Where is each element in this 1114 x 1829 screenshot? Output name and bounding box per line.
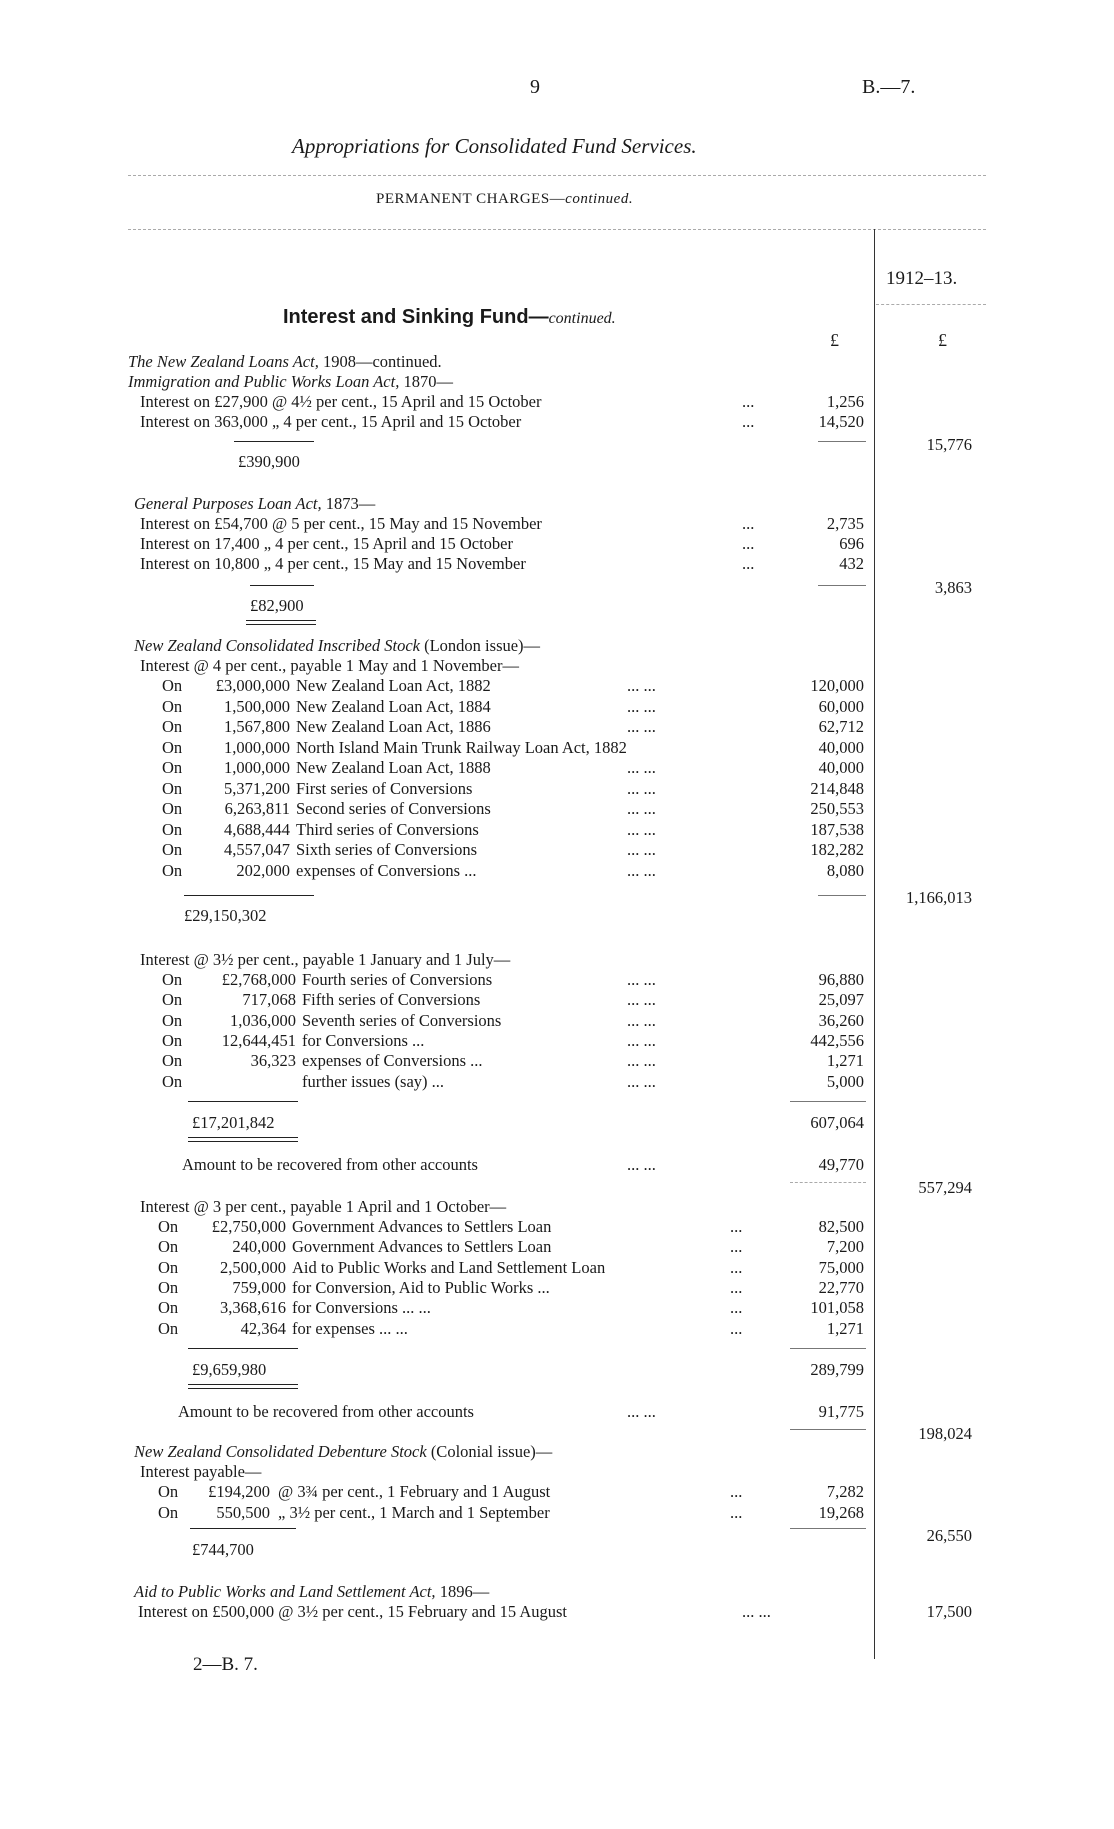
- row-principal: 240,000: [232, 1237, 286, 1257]
- row-dots: ...: [730, 1237, 743, 1257]
- row-amount: 432: [839, 554, 864, 573]
- row-dots: ...: [730, 1277, 743, 1297]
- row-amount: 1,271: [826, 1051, 864, 1071]
- document-code: B.—7.: [862, 76, 916, 98]
- row-amount: 22,770: [818, 1277, 864, 1297]
- row-amount: 187,538: [810, 819, 864, 839]
- row-amount: 1,271: [826, 1318, 864, 1338]
- recovered-label: Amount to be recovered from other accounts: [178, 1402, 474, 1421]
- row-dots: ... ...: [627, 1071, 656, 1091]
- row-amount: 25,097: [818, 990, 864, 1010]
- row-on: On: [162, 819, 183, 839]
- section-subtotal: £17,201,842: [192, 1113, 275, 1132]
- row-amount: 7,200: [826, 1237, 864, 1257]
- act-year: 1896—: [439, 1582, 490, 1601]
- row-principal: 12,644,451: [221, 1030, 296, 1050]
- row-dots: ... ...: [627, 970, 656, 989]
- row-description: Fifth series of Conversions: [302, 990, 481, 1010]
- row-amount: 75,000: [818, 1257, 864, 1277]
- row-description: for Conversions ...: [302, 1030, 425, 1050]
- row-description: First series of Conversions: [296, 778, 473, 798]
- row-on: On: [162, 990, 183, 1010]
- row-dots: ... ...: [627, 1030, 656, 1050]
- row-principal: 550,500: [216, 1502, 270, 1522]
- row-description: expenses of Conversions ...: [302, 1051, 483, 1071]
- title-rule: [128, 175, 986, 176]
- act-name: The New Zealand Loans Act,: [128, 352, 319, 371]
- page-subtitle: [376, 191, 633, 208]
- subtitle-continued: continued.: [565, 191, 634, 207]
- row-amount: 696: [839, 534, 864, 553]
- row-on: On: [162, 799, 183, 818]
- row-on: On: [158, 1277, 179, 1297]
- row-amount: 5,000: [826, 1071, 864, 1091]
- row-dots: ... ...: [627, 696, 656, 716]
- row-principal: 6,263,811: [224, 799, 290, 818]
- row-amount: 14,520: [818, 412, 864, 431]
- row-amount: 60,000: [818, 696, 864, 716]
- subtotal-double-rule: [188, 1141, 298, 1142]
- year-label: 1912–13.: [886, 268, 958, 289]
- row-amount: 19,268: [818, 1502, 864, 1522]
- amount-rule: [818, 585, 866, 586]
- recovered-label: Amount to be recovered from other accounts: [182, 1155, 478, 1174]
- section-subtotal: £29,150,302: [184, 906, 267, 925]
- row-amount: 1,256: [826, 392, 864, 411]
- amount-rule: [790, 1348, 866, 1349]
- row-principal: 1,500,000: [224, 696, 290, 716]
- section-total: 15,776: [926, 435, 972, 454]
- year-column-divider: [874, 229, 875, 1659]
- row-description: North Island Main Trunk Railway Loan Act, 1882: [296, 737, 627, 757]
- row-description: Seventh series of Conversions: [302, 1010, 502, 1030]
- row-on: On: [158, 1217, 179, 1236]
- row-description: Sixth series of Conversions: [296, 840, 478, 859]
- amount-rule: [790, 1101, 866, 1102]
- page-title: Appropriations for Consolidated Fund Services.: [292, 134, 697, 158]
- row-description: Government Advances to Settlers Loan: [292, 1237, 552, 1257]
- row-description: Second series of Conversions: [296, 799, 491, 818]
- act-name: New Zealand Consolidated Inscribed Stock: [134, 636, 420, 655]
- row-text: Interest on £27,900 @ 4½ per cent., 15 April and 15 October: [140, 392, 542, 411]
- row-amount: 182,282: [810, 840, 864, 859]
- row-dots: ...: [742, 412, 755, 431]
- currency-symbol-year: £: [938, 330, 947, 350]
- section-heading-continued: continued.: [548, 310, 616, 327]
- section-subtotal: £9,659,980: [192, 1360, 267, 1379]
- row-amount: 96,880: [818, 970, 864, 989]
- act-heading-immigration: [128, 372, 453, 392]
- row-on: On: [162, 860, 183, 880]
- act-heading-aid-public-works: [134, 1582, 489, 1602]
- row-dots: ... ...: [627, 1155, 656, 1174]
- row-description: Third series of Conversions: [296, 819, 479, 839]
- subtotal-rule: [188, 1348, 298, 1349]
- subtotal-double-rule: [188, 1384, 298, 1385]
- row-text: Interest on 10,800 „ 4 per cent., 15 May and 15 November: [140, 554, 526, 573]
- act-heading-inscribed-stock: [134, 636, 540, 656]
- gross-amount: 289,799: [810, 1360, 864, 1379]
- recovered-amount: 91,775: [818, 1402, 864, 1421]
- row-on: On: [162, 758, 183, 777]
- row-amount: 101,058: [810, 1298, 864, 1318]
- subtotal-rule: [234, 441, 314, 442]
- row-on: On: [158, 1318, 179, 1338]
- row-amount: 7,282: [826, 1482, 864, 1501]
- interest-terms: Interest payable—: [140, 1462, 262, 1481]
- section-total: 198,024: [918, 1424, 972, 1443]
- row-description: expenses of Conversions ...: [296, 860, 477, 880]
- row-dots: ...: [742, 392, 755, 411]
- row-description: for expenses ... ...: [292, 1318, 408, 1338]
- row-principal: £194,200: [208, 1482, 270, 1501]
- row-amount: 120,000: [810, 676, 864, 695]
- row-description: New Zealand Loan Act, 1882: [296, 676, 491, 695]
- row-dots: ...: [742, 534, 755, 553]
- row-dots: ... ...: [627, 778, 656, 798]
- row-principal: 1,567,800: [224, 717, 290, 736]
- row-dots: ...: [730, 1217, 743, 1236]
- subtotal-double-rule: [246, 624, 316, 625]
- row-dots: ...: [730, 1257, 743, 1277]
- section-subtotal: £390,900: [238, 452, 300, 471]
- row-amount: 250,553: [810, 799, 864, 818]
- row-amount: 62,712: [818, 717, 864, 736]
- row-dots: ...: [730, 1318, 743, 1338]
- row-dots: ...: [730, 1482, 743, 1501]
- section-heading: [283, 306, 616, 329]
- subtotal-rule: [188, 1101, 298, 1102]
- row-description: Government Advances to Settlers Loan: [292, 1217, 552, 1236]
- subtotal-rule: [184, 895, 314, 896]
- row-dots: ...: [742, 554, 755, 573]
- row-text: Interest on 363,000 „ 4 per cent., 15 April and 15 October: [140, 412, 522, 431]
- section-total: 17,500: [926, 1602, 972, 1621]
- row-text: Interest on 17,400 „ 4 per cent., 15 April and 15 October: [140, 534, 513, 553]
- subtotal-double-rule: [246, 620, 316, 621]
- row-dots: ... ...: [627, 758, 656, 777]
- act-year: 1873—: [325, 494, 376, 513]
- row-principal: 717,068: [242, 990, 296, 1010]
- act-name: New Zealand Consolidated Debenture Stock: [134, 1442, 427, 1461]
- section-total: 26,550: [926, 1526, 972, 1545]
- row-on: On: [162, 970, 183, 989]
- section-subtotal: £744,700: [192, 1540, 254, 1559]
- row-on: On: [158, 1257, 179, 1277]
- section-total: 3,863: [934, 578, 972, 597]
- row-amount: 442,556: [810, 1030, 864, 1050]
- currency-symbol-amounts: £: [830, 330, 839, 350]
- row-on: On: [162, 778, 183, 798]
- signature-footer: 2—B. 7.: [193, 1654, 258, 1675]
- interest-terms: Interest @ 3½ per cent., payable 1 January and 1 July—: [140, 950, 511, 969]
- row-principal: 2,500,000: [220, 1257, 286, 1277]
- act-name: Aid to Public Works and Land Settlement Act,: [134, 1582, 436, 1601]
- row-text: Interest on £500,000 @ 3½ per cent., 15 February and 15 August: [138, 1602, 567, 1621]
- row-description: New Zealand Loan Act, 1884: [296, 696, 491, 716]
- amount-rule: [790, 1528, 866, 1529]
- act-issue: (Colonial issue)—: [430, 1442, 553, 1461]
- row-amount: 40,000: [818, 737, 864, 757]
- act-heading-debenture-stock: [134, 1442, 552, 1462]
- row-dots: ... ...: [627, 1051, 656, 1071]
- row-description: Fourth series of Conversions: [302, 970, 493, 989]
- row-on: On: [158, 1237, 179, 1257]
- row-description: Aid to Public Works and Land Settlement Loan: [292, 1257, 606, 1277]
- subtotal-rule: [250, 585, 314, 586]
- subtitle-main: PERMANENT CHARGES—: [376, 191, 566, 207]
- amount-rule: [790, 1429, 866, 1430]
- page-number: 9: [530, 76, 540, 98]
- row-amount: 82,500: [818, 1217, 864, 1236]
- act-issue: (London issue)—: [424, 636, 541, 655]
- row-principal: £3,000,000: [215, 676, 290, 695]
- row-on: On: [162, 1071, 183, 1091]
- row-dots: ... ...: [627, 819, 656, 839]
- row-on: On: [162, 696, 183, 716]
- row-on: On: [162, 737, 183, 757]
- row-on: On: [162, 840, 183, 859]
- row-amount: 214,848: [810, 778, 864, 798]
- amount-rule: [818, 441, 866, 442]
- row-principal: 1,000,000: [224, 737, 290, 757]
- section-heading-main: Interest and Sinking Fund—: [283, 306, 549, 328]
- row-dots: ... ...: [627, 1010, 656, 1030]
- row-dots: ... ...: [627, 717, 656, 736]
- row-principal: £2,768,000: [221, 970, 296, 989]
- row-on: On: [158, 1482, 179, 1501]
- row-amount: 2,735: [826, 514, 864, 533]
- act-heading-nz-loans: [128, 352, 442, 372]
- gross-amount: 607,064: [810, 1113, 864, 1132]
- row-description: New Zealand Loan Act, 1888: [296, 758, 491, 777]
- row-principal: 202,000: [236, 860, 290, 880]
- row-amount: 8,080: [826, 860, 864, 880]
- row-dots: ...: [730, 1502, 743, 1522]
- interest-terms: Interest @ 3 per cent., payable 1 April and 1 October—: [140, 1197, 507, 1216]
- row-dots: ... ...: [627, 1402, 656, 1421]
- amount-rule: [818, 895, 866, 896]
- row-dots: ... ...: [627, 990, 656, 1010]
- row-description: for Conversions ... ...: [292, 1298, 431, 1318]
- subtotal-double-rule: [188, 1388, 298, 1389]
- row-on: On: [158, 1298, 179, 1318]
- row-on: On: [162, 717, 183, 736]
- recovered-amount: 49,770: [818, 1155, 864, 1174]
- row-dots: ... ...: [627, 840, 656, 859]
- row-amount: 40,000: [818, 758, 864, 777]
- row-description: „ 3½ per cent., 1 March and 1 September: [278, 1502, 550, 1522]
- act-name: General Purposes Loan Act,: [134, 494, 322, 513]
- row-text: Interest on £54,700 @ 5 per cent., 15 May and 15 November: [140, 514, 542, 533]
- row-principal: 4,688,444: [224, 819, 290, 839]
- row-on: On: [162, 676, 183, 695]
- row-description: New Zealand Loan Act, 1886: [296, 717, 491, 736]
- section-total: 557,294: [918, 1178, 972, 1197]
- row-on: On: [162, 1051, 183, 1071]
- row-description: for Conversion, Aid to Public Works ...: [292, 1277, 550, 1297]
- act-year: 1870—: [403, 372, 453, 391]
- row-amount: 36,260: [818, 1010, 864, 1030]
- act-heading-general-purposes: [134, 494, 375, 514]
- year-rule: [876, 304, 986, 305]
- subtotal-double-rule: [188, 1137, 298, 1138]
- row-dots: ...: [742, 514, 755, 533]
- row-principal: 5,371,200: [224, 778, 290, 798]
- act-name: Immigration and Public Works Loan Act,: [128, 372, 400, 391]
- section-total: 1,166,013: [906, 888, 972, 907]
- row-principal: £2,750,000: [211, 1217, 286, 1236]
- row-on: On: [162, 1030, 183, 1050]
- interest-terms: Interest @ 4 per cent., payable 1 May and 1 November—: [140, 656, 519, 675]
- row-principal: 1,036,000: [230, 1010, 296, 1030]
- amount-rule: [790, 1182, 866, 1183]
- subtitle-rule: [128, 229, 986, 230]
- row-principal: 759,000: [232, 1277, 286, 1297]
- row-dots: ... ...: [627, 676, 656, 695]
- row-on: On: [158, 1502, 179, 1522]
- row-principal: 36,323: [250, 1051, 296, 1071]
- row-principal: 3,368,616: [220, 1298, 286, 1318]
- row-principal: 1,000,000: [224, 758, 290, 777]
- row-description: further issues (say) ...: [302, 1071, 445, 1091]
- subtotal-rule: [190, 1528, 296, 1529]
- row-dots: ...: [730, 1298, 743, 1318]
- row-on: On: [162, 1010, 183, 1030]
- act-year: 1908—continued.: [322, 352, 442, 371]
- row-description: @ 3¾ per cent., 1 February and 1 August: [278, 1482, 551, 1501]
- row-principal: 42,364: [240, 1318, 286, 1338]
- section-subtotal: £82,900: [250, 596, 304, 615]
- row-dots: ... ...: [627, 860, 656, 880]
- row-principal: 4,557,047: [224, 840, 290, 859]
- row-dots: ... ...: [742, 1602, 771, 1621]
- row-dots: ... ...: [627, 799, 656, 818]
